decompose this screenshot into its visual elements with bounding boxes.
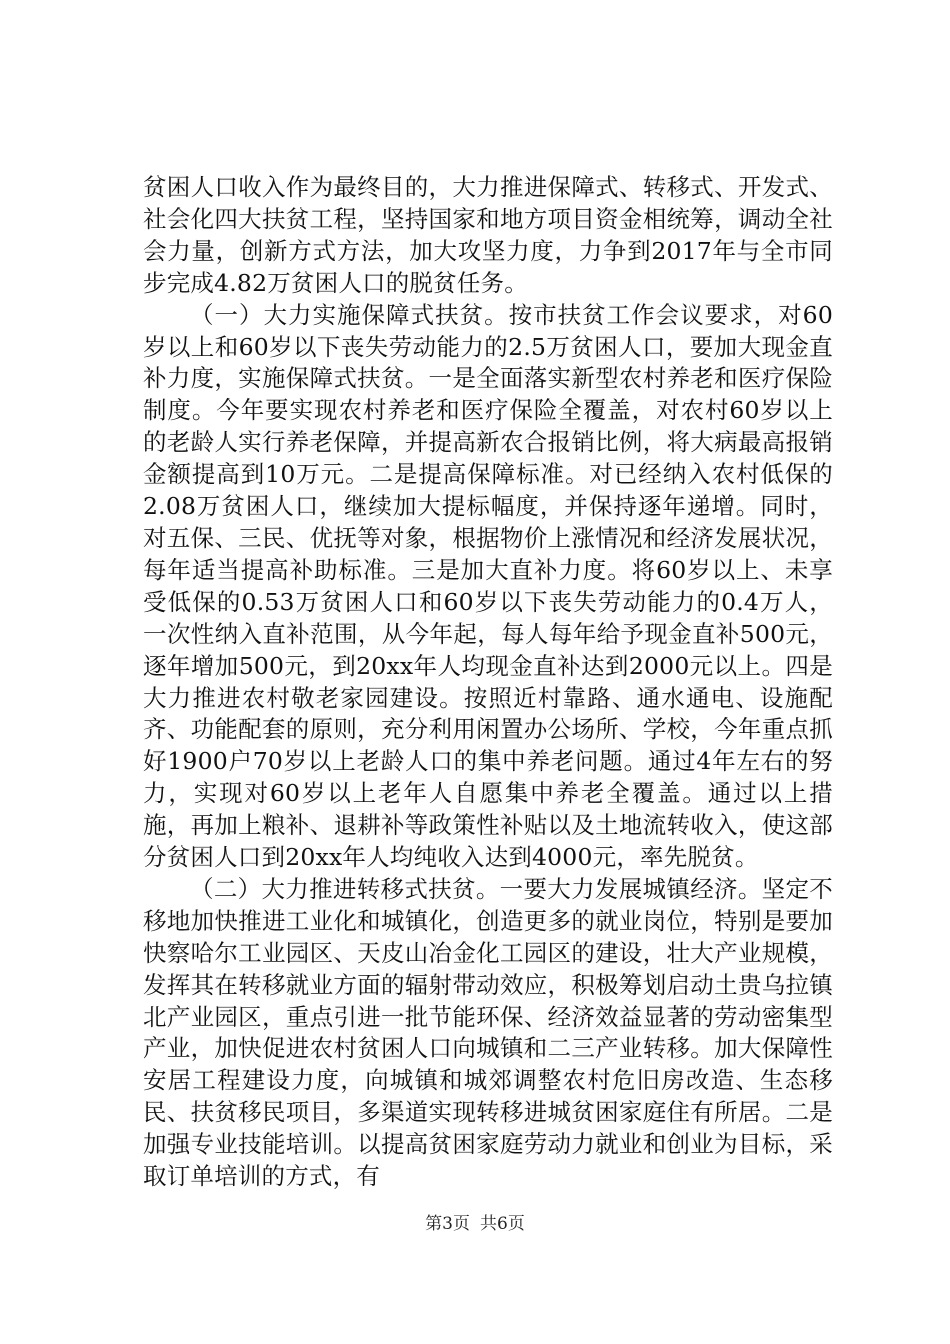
paragraph-2: （一）大力实施保障式扶贫。按市扶贫工作会议要求，对60岁以上和60岁以下丧失劳动能力的2.5万贫困人口，要加大现金直补力度，实施保障式扶贫。一是全面落实新型农村养老和医疗保险制度。今年要实现农村养老和医疗保险全覆盖，对农村60岁以上的老龄人实行养老保障，并提高新农合报销比例，将大病最高报销金额提高到10万元。二是提高保障标准。对已经纳入农村低保的2.08万贫困人口，继续加大提标幅度，并保持逐年递增。同时，对五保、三民、优抚等对象，根据物价上涨情况和经济发展状况，每年适当提高补助标准。三是加大直补力度。将60岁以上、未享受低保的0.53万贫困人口和60岁以下丧失劳动能力的0.4万人，一次性纳入直补范围，从今年起，每人每年给予现金直补500元，逐年增加500元，到20xx年人均现金直补达到2000元以上。四是大力推进农村敬老家园建设。按照近村靠路、通水通电、设施配齐、功能配套的原则，充分利用闲置办公场所、学校，今年重点抓好1900户70岁以上老龄人口的集中养老问题。通过4年左右的努力，实现对60岁以上老年人自愿集中养老全覆盖。通过以上措施，再加上粮补、退耕补等政策性补贴以及土地流转收入，使这部分贫困人口到20xx年人均纯收入达到4000元，率先脱贫。	[143, 300, 833, 872]
page-total: 共6页	[480, 1214, 525, 1234]
document-body	[143, 172, 833, 1193]
page-number: 第3页	[425, 1214, 470, 1234]
paragraph-1: 贫困人口收入作为最终目的，大力推进保障式、转移式、开发式、社会化四大扶贫工程，坚持国家和地方项目资金相统筹，调动全社会力量，创新方式方法，加大攻坚力度，力争到2017年与全市同步完成4.82万贫困人口的脱贫任务。	[143, 173, 833, 297]
paragraph-3: （二）大力推进转移式扶贫。一要大力发展城镇经济。坚定不移地加快推进工业化和城镇化，创造更多的就业岗位，特别是要加快察哈尔工业园区、天皮山冶金化工园区的建设，壮大产业规模，发挥其在转移就业方面的辐射带动效应，积极筹划启动土贵乌拉镇北产业园区，重点引进一批节能环保、经济效益显著的劳动密集型产业，加快促进农村贫困人口向城镇和二三产业转移。加大保障性安居工程建设力度，向城镇和城郊调整农村危旧房改造、生态移民、扶贫移民项目，多渠道实现转移进城贫困家庭住有所居。二是加强专业技能培训。以提高贫困家庭劳动力就业和创业为目标，采取订单培训的方式，有	[143, 874, 833, 1191]
page-footer	[0, 1212, 950, 1236]
